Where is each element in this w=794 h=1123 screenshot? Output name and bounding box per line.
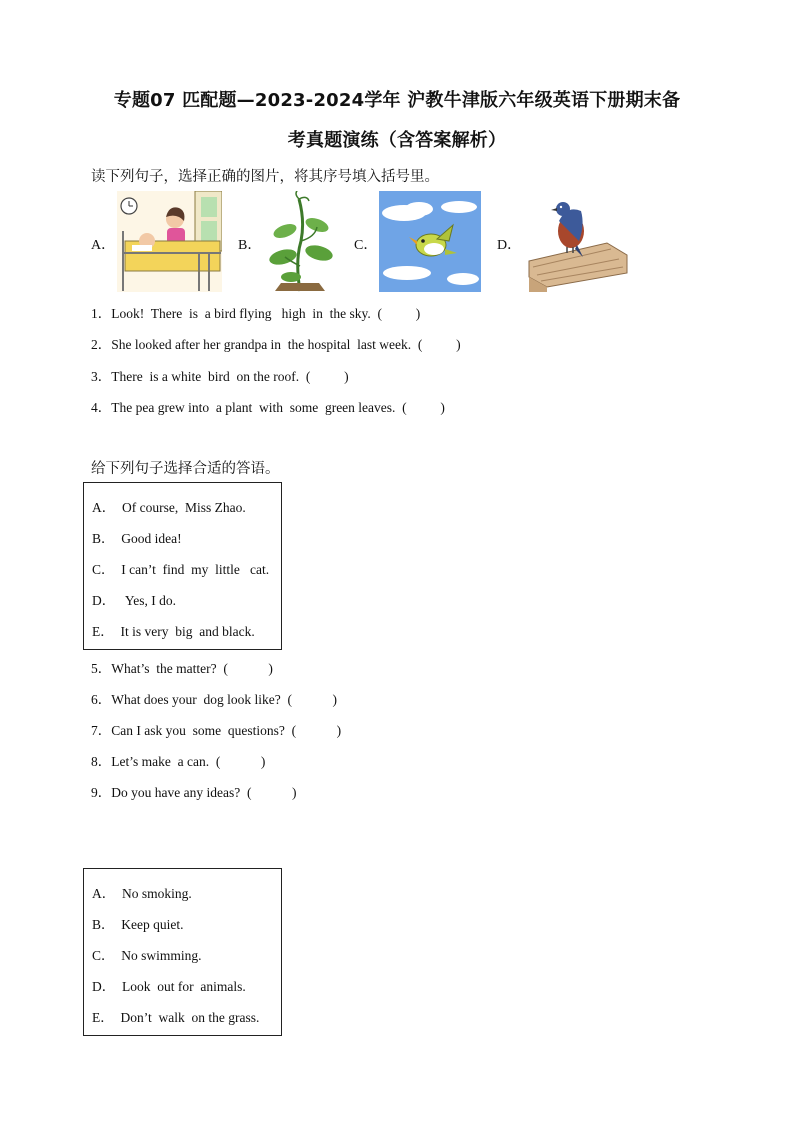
question-4: 4．The pea grew into a plant with some green leaves. ( ) xyxy=(91,400,445,415)
question-2: 2．She looked after her grandpa in the hospital last week. ( ) xyxy=(91,337,461,352)
section3-option-d: D． Look out for animals. xyxy=(92,979,246,994)
section2-instruction: 给下列句子选择合适的答语。 xyxy=(91,461,280,477)
question-5: 5．What’s the matter? ( ) xyxy=(91,661,273,676)
section2-option-e: E． It is very big and black. xyxy=(92,624,255,639)
question-7: 7．Can I ask you some questions? ( ) xyxy=(91,723,342,738)
section2-option-b: B． Good idea! xyxy=(92,531,182,546)
document-title-line-2: 考真题演练（含答案解析） xyxy=(287,130,507,151)
section3-option-b: B． Keep quiet. xyxy=(92,917,184,932)
question-6: 6．What does your dog look like? ( ) xyxy=(91,692,337,707)
document-title-line-1: 专题07 匹配题—2023-2024学年 沪教牛津版六年级英语下册期末备 xyxy=(113,90,681,111)
question-9: 9．Do you have any ideas? ( ) xyxy=(91,785,297,800)
question-1: 1．Look! There is a bird flying high in the sky. ( ) xyxy=(91,306,421,321)
section3-option-e: E． Don’t walk on the grass. xyxy=(92,1010,260,1025)
picture-option-label-b: B． xyxy=(238,238,262,253)
section3-option-c: C． No swimming. xyxy=(92,948,202,963)
hospital-bed-picture xyxy=(117,191,222,292)
question-3: 3．There is a white bird on the roof. ( ) xyxy=(91,369,349,384)
bird-on-roof-picture xyxy=(527,191,629,292)
section2-option-a: A． Of course, Miss Zhao. xyxy=(92,500,246,515)
section3-options-box xyxy=(83,868,282,1036)
flying-bird-picture xyxy=(379,191,481,292)
section2-option-d: D． Yes, I do. xyxy=(92,593,177,608)
picture-option-label-a: A． xyxy=(91,238,116,253)
picture-option-label-c: C． xyxy=(354,238,378,253)
section1-instruction: 读下列句子，选择正确的图片，将其序号填入括号里。 xyxy=(91,169,439,185)
question-8: 8．Let’s make a can. ( ) xyxy=(91,754,266,769)
pea-plant-picture xyxy=(265,191,335,292)
section2-options-box xyxy=(83,482,282,650)
section3-option-a: A． No smoking. xyxy=(92,886,192,901)
picture-option-label-d: D． xyxy=(497,238,522,253)
section2-option-c: C． I can’t find my little cat. xyxy=(92,562,270,577)
